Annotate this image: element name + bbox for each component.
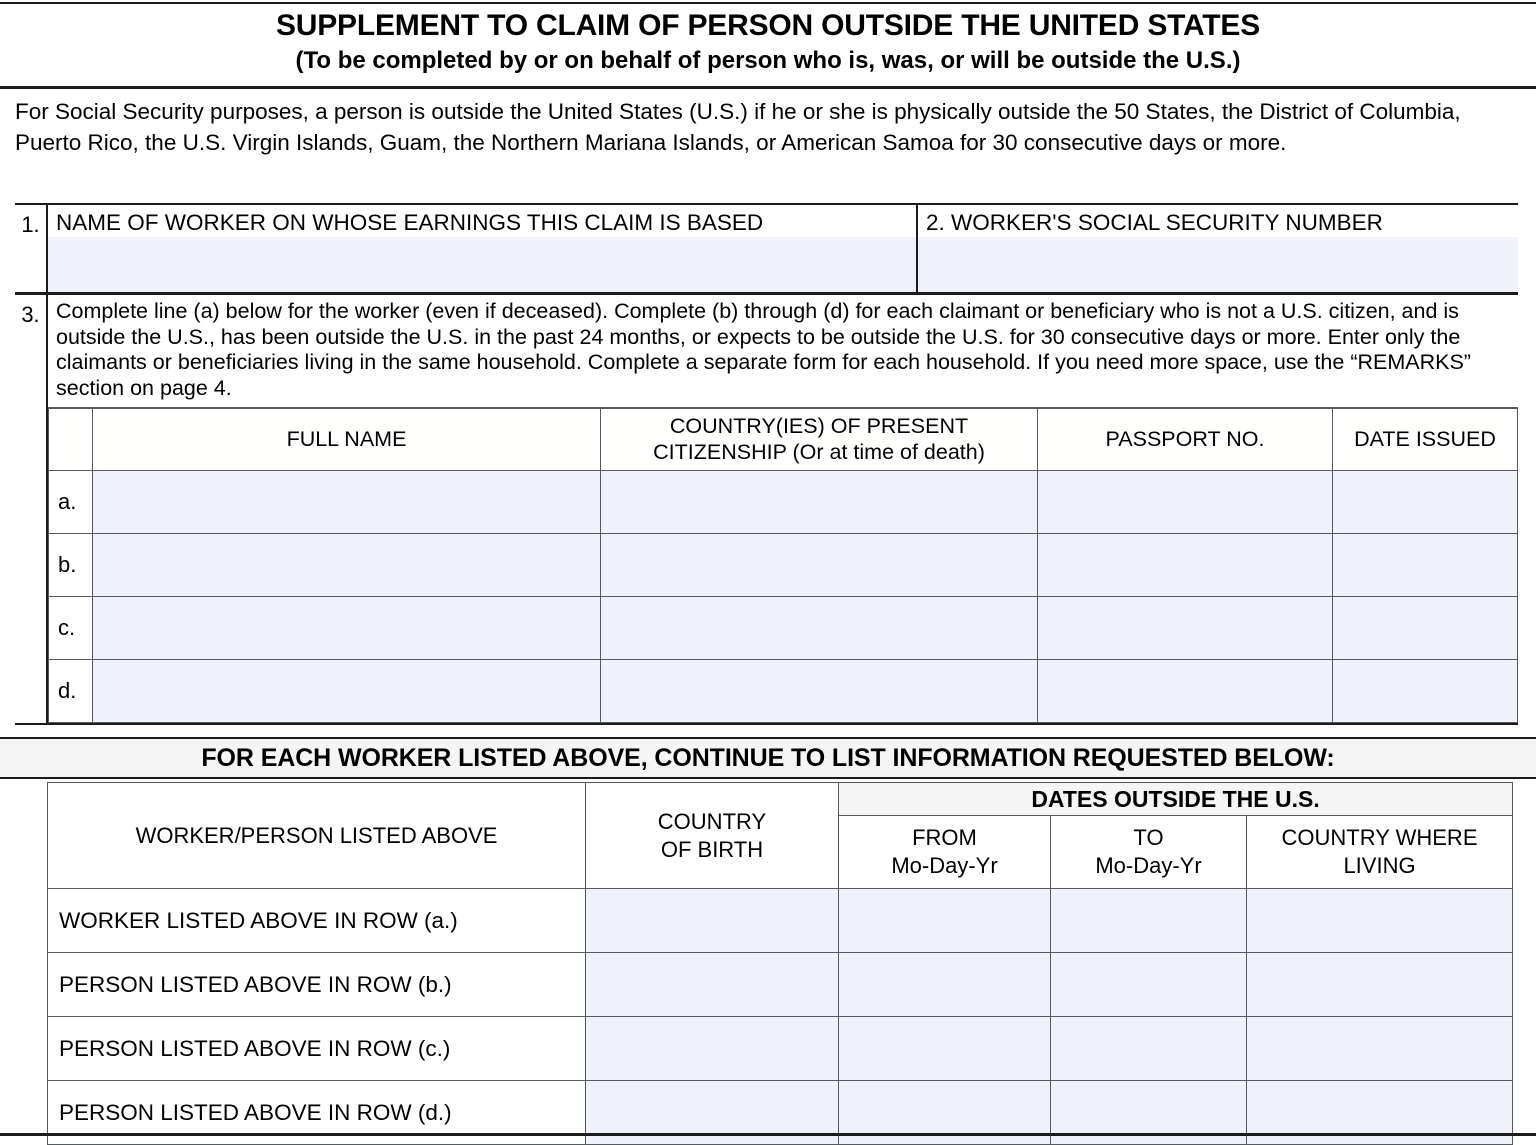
below-row-a-country-birth-input[interactable] bbox=[586, 889, 839, 953]
row-b-full-name-input[interactable] bbox=[93, 533, 601, 596]
citizenship-table-header-row bbox=[49, 408, 1518, 470]
table-row bbox=[49, 596, 1518, 659]
below-row-b-from-input[interactable] bbox=[839, 953, 1051, 1017]
below-row-b-country-living-input[interactable] bbox=[1247, 953, 1513, 1017]
row-letter-a: a. bbox=[49, 470, 93, 533]
bottom-rule bbox=[0, 1133, 1536, 1136]
row-b-passport-input[interactable] bbox=[1038, 533, 1333, 596]
item-3-instruction: Complete line (a) below for the worker (even if deceased). Complete (b) through (d) for each claimant or beneficiary who is not a U.S. citizen, and is outside the U.S., has been outside the U.S. in the past 24 months, or expects to be outside the U.S. for 30 consecutive days or more. Enter only the claimants or beneficiaries living in the same household. Complete a separate form for each household. If you need more space, use the “REMARKS” section on page 4. bbox=[56, 299, 1471, 400]
row-a-citizenship-input[interactable] bbox=[601, 470, 1038, 533]
row-d-date-issued-input[interactable] bbox=[1333, 659, 1518, 722]
row-letter-c: c. bbox=[49, 596, 93, 659]
below-row-b-label: PERSON LISTED ABOVE IN ROW (b.) bbox=[48, 953, 586, 1017]
table-row bbox=[48, 953, 1513, 1017]
header-from-line2: Mo-Day-Yr bbox=[891, 853, 998, 878]
item-1-2-row bbox=[15, 203, 1518, 295]
header-to-line2: Mo-Day-Yr bbox=[1095, 853, 1202, 878]
table-row bbox=[48, 1017, 1513, 1081]
below-row-c-country-living-input[interactable] bbox=[1247, 1017, 1513, 1081]
item-2-label: 2. WORKER'S SOCIAL SECURITY NUMBER bbox=[926, 210, 1383, 235]
row-a-date-issued-input[interactable] bbox=[1333, 470, 1518, 533]
header-citizenship-line1: COUNTRY(IES) OF PRESENT bbox=[669, 414, 969, 439]
below-row-a-label: WORKER LISTED ABOVE IN ROW (a.) bbox=[48, 889, 586, 953]
row-c-citizenship-input[interactable] bbox=[601, 596, 1038, 659]
row-c-full-name-input[interactable] bbox=[93, 596, 601, 659]
header-to-line1: TO bbox=[1133, 825, 1164, 850]
header-to bbox=[1051, 816, 1247, 889]
title-divider-rule bbox=[0, 86, 1536, 89]
header-country-of-birth-line2: OF BIRTH bbox=[660, 836, 764, 862]
row-letter-b: b. bbox=[49, 533, 93, 596]
table-row bbox=[48, 889, 1513, 953]
header-citizenship bbox=[601, 408, 1038, 470]
row-a-full-name-input[interactable] bbox=[93, 470, 601, 533]
header-date-issued: DATE ISSUED bbox=[1333, 408, 1518, 470]
below-row-d-label: PERSON LISTED ABOVE IN ROW (d.) bbox=[48, 1081, 586, 1145]
header-from bbox=[839, 816, 1051, 889]
row-letter-d: d. bbox=[49, 659, 93, 722]
citizenship-table bbox=[48, 407, 1518, 723]
header-country-living-line1: COUNTRY WHERE bbox=[1281, 825, 1478, 850]
form-title: SUPPLEMENT TO CLAIM OF PERSON OUTSIDE THE UNITED STATES bbox=[275, 9, 1261, 42]
table-row bbox=[49, 659, 1518, 722]
item-1-field bbox=[48, 205, 918, 292]
below-row-a-to-input[interactable] bbox=[1051, 889, 1247, 953]
header-dates-outside-us: DATES OUTSIDE THE U.S. bbox=[839, 783, 1513, 816]
row-b-date-issued-input[interactable] bbox=[1333, 533, 1518, 596]
dates-outside-table-wrapper bbox=[47, 782, 1512, 1145]
header-country-of-birth bbox=[586, 783, 839, 889]
below-row-c-to-input[interactable] bbox=[1051, 1017, 1247, 1081]
worker-ssn-input[interactable] bbox=[918, 237, 1518, 292]
dates-table-header-row-1 bbox=[48, 783, 1513, 816]
item-3-row bbox=[15, 295, 1518, 725]
header-country-of-birth-line1: COUNTRY bbox=[657, 808, 767, 834]
item-2-field bbox=[918, 205, 1518, 292]
row-c-passport-input[interactable] bbox=[1038, 596, 1333, 659]
row-c-date-issued-input[interactable] bbox=[1333, 596, 1518, 659]
row-a-passport-input[interactable] bbox=[1038, 470, 1333, 533]
header-passport-no: PASSPORT NO. bbox=[1038, 408, 1333, 470]
letter-col-header bbox=[49, 408, 93, 470]
item-3-body bbox=[46, 295, 1518, 723]
item-1-label: NAME OF WORKER ON WHOSE EARNINGS THIS CLAIM IS BASED bbox=[56, 210, 764, 235]
section-banner bbox=[0, 737, 1536, 779]
header-country-living-line2: LIVING bbox=[1343, 853, 1416, 878]
header-from-line1: FROM bbox=[912, 825, 977, 850]
section-banner-text: FOR EACH WORKER LISTED ABOVE, CONTINUE TO LIST INFORMATION REQUESTED BELOW: bbox=[201, 743, 1335, 772]
row-b-citizenship-input[interactable] bbox=[601, 533, 1038, 596]
top-rule bbox=[0, 2, 1536, 4]
dates-outside-table bbox=[47, 782, 1513, 1145]
form-title-block bbox=[0, 8, 1536, 76]
header-worker-person: WORKER/PERSON LISTED ABOVE bbox=[48, 783, 586, 889]
item-1-number: 1. bbox=[21, 212, 40, 237]
below-row-b-to-input[interactable] bbox=[1051, 953, 1247, 1017]
row-d-passport-input[interactable] bbox=[1038, 659, 1333, 722]
table-row bbox=[49, 470, 1518, 533]
intro-paragraph: For Social Security purposes, a person is outside the United States (U.S.) if he or she is physically outside the 50 States, the District of Columbia, Puerto Rico, the U.S. Virgin Islands, Guam, the Northern Mariana Islands, or American Samoa for 30 consecutive days or more. bbox=[15, 99, 1461, 155]
header-citizenship-line2: CITIZENSHIP (Or at time of death) bbox=[653, 440, 985, 465]
below-row-c-country-birth-input[interactable] bbox=[586, 1017, 839, 1081]
below-row-a-country-living-input[interactable] bbox=[1247, 889, 1513, 953]
row-d-citizenship-input[interactable] bbox=[601, 659, 1038, 722]
worker-name-input[interactable] bbox=[48, 237, 916, 292]
item-1-2-body bbox=[46, 205, 1518, 292]
header-country-where-living bbox=[1247, 816, 1513, 889]
below-row-c-from-input[interactable] bbox=[839, 1017, 1051, 1081]
table-row bbox=[49, 533, 1518, 596]
item-3-number: 3. bbox=[21, 302, 40, 327]
below-row-b-country-birth-input[interactable] bbox=[586, 953, 839, 1017]
below-row-c-label: PERSON LISTED ABOVE IN ROW (c.) bbox=[48, 1017, 586, 1081]
below-row-a-from-input[interactable] bbox=[839, 889, 1051, 953]
header-full-name: FULL NAME bbox=[93, 408, 601, 470]
row-d-full-name-input[interactable] bbox=[93, 659, 601, 722]
form-subtitle: (To be completed by or on behalf of person who is, was, or will be outside the U.S.) bbox=[295, 47, 1241, 74]
